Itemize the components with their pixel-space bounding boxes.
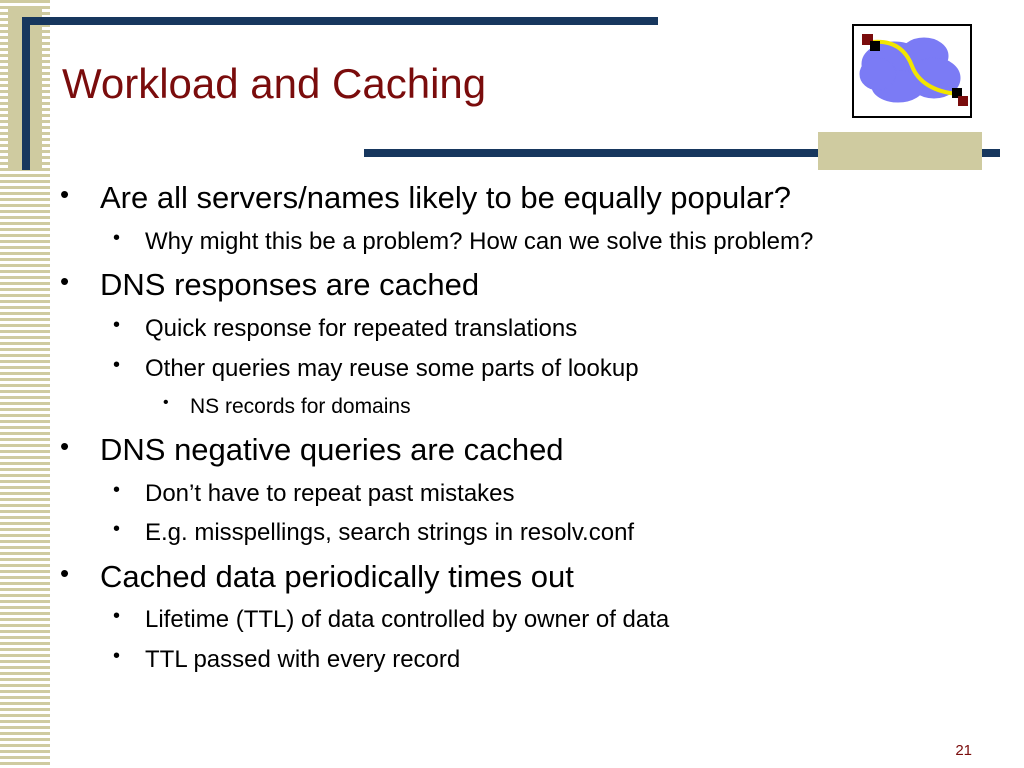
bullet-text: Quick response for repeated translations (145, 315, 578, 342)
network-cloud-logo (852, 24, 972, 118)
bullet-text: TTL passed with every record (145, 646, 461, 673)
bullet-dot-icon: • (113, 645, 121, 667)
page-number: 21 (955, 742, 972, 759)
bullet-text: Don’t have to repeat past mistakes (145, 480, 515, 507)
bullet-dot-icon: • (163, 394, 169, 411)
bullet-text: DNS responses are cached (100, 267, 480, 302)
bullet-dot-icon: • (60, 558, 70, 588)
bullet-text: NS records for domains (190, 395, 411, 418)
top-accent-bar (22, 17, 658, 25)
bullet-dot-icon: • (113, 479, 121, 501)
bullet-dot-icon: • (60, 266, 70, 296)
bullet-text: Other queries may reuse some parts of lookup (145, 355, 639, 382)
bullet-text: Lifetime (TTL) of data controlled by owner of data (145, 606, 670, 633)
vertical-accent-bar (22, 17, 30, 170)
slide-title: Workload and Caching (62, 60, 487, 107)
bullet-dot-icon: • (113, 605, 121, 627)
bullet-dot-icon: • (113, 518, 121, 540)
cloud-icon (854, 26, 970, 116)
bullet-dot-icon: • (113, 354, 121, 376)
bullet-text: Why might this be a problem? How can we solve this problem? (145, 228, 814, 255)
bullet-dot-icon: • (113, 314, 121, 336)
bullet-dot-icon: • (60, 179, 70, 209)
tan-block-decoration (818, 132, 982, 170)
bullet-dot-icon: • (113, 227, 121, 249)
bullet-text: Are all servers/names likely to be equally popular? (100, 180, 791, 215)
bullet-text: Cached data periodically times out (100, 559, 574, 594)
bullet-text: DNS negative queries are cached (100, 432, 564, 467)
bullet-text: E.g. misspellings, search strings in resolv.conf (145, 519, 635, 546)
bullet-dot-icon: • (60, 431, 70, 461)
